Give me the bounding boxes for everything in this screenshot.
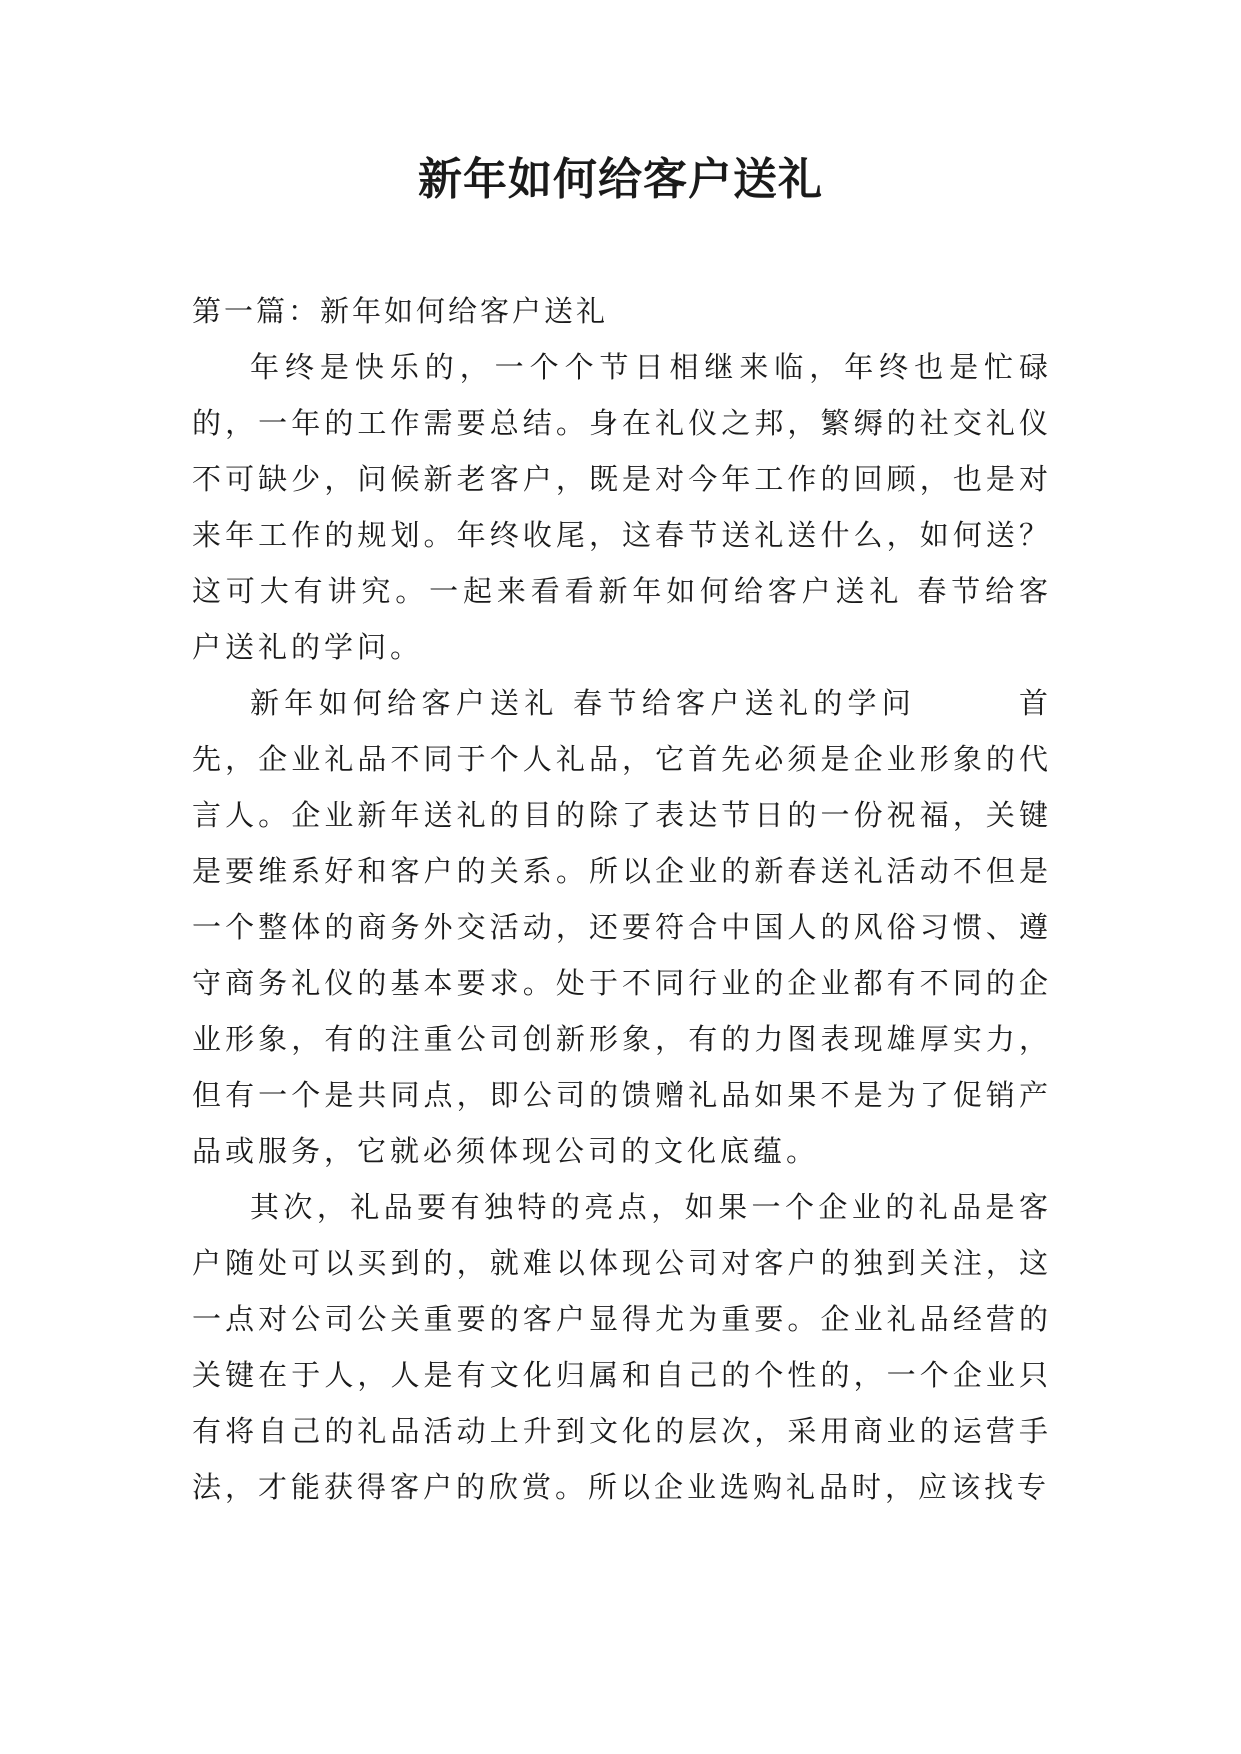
- paragraph: 新年如何给客户送礼 春节给客户送礼的学问 首先，企业礼品不同于个人礼品，它首先必须是企业形象的代言人。企业新年送礼的目的除了表达节日的一份祝福，关键是要维系好和客户的关系。所以企业的新春送礼活动不但是一个整体的商务外交活动，还要符合中国人的风俗习惯、遵守商务礼仪的基本要求。处于不同行业的企业都有不同的企业形象，有的注重公司创新形象，有的力图表现雄厚实力，但有一个是共同点，即公司的馈赠礼品如果不是为了促销产品或服务，它就必须体现公司的文化底蕴。: [192, 686, 1052, 1168]
- paragraph: 其次，礼品要有独特的亮点，如果一个企业的礼品是客户随处可以买到的，就难以体现公司对客户的独到关注，这一点对公司公关重要的客户显得尤为重要。企业礼品经营的关键在于人，人是有文化归属和自己的个性的，一个企业只有将自己的礼品活动上升到文化的层次，采用商业的运营手法，才能获得客户的欣赏。所以企业选购礼品时，应该找专: [192, 1190, 1052, 1504]
- section-heading: 第一篇：新年如何给客户送礼: [192, 294, 609, 328]
- document-body: [192, 283, 1052, 1515]
- document-title: 新年如何给客户送礼: [418, 154, 823, 205]
- paragraph: 年终是快乐的，一个个节日相继来临，年终也是忙碌的，一年的工作需要总结。身在礼仪之邦，繁缛的社交礼仪不可缺少，问候新老客户，既是对今年工作的回顾，也是对来年工作的规划。年终收尾，这春节送礼送什么，如何送？这可大有讲究。一起来看看新年如何给客户送礼 春节给客户送礼的学问。: [192, 350, 1052, 664]
